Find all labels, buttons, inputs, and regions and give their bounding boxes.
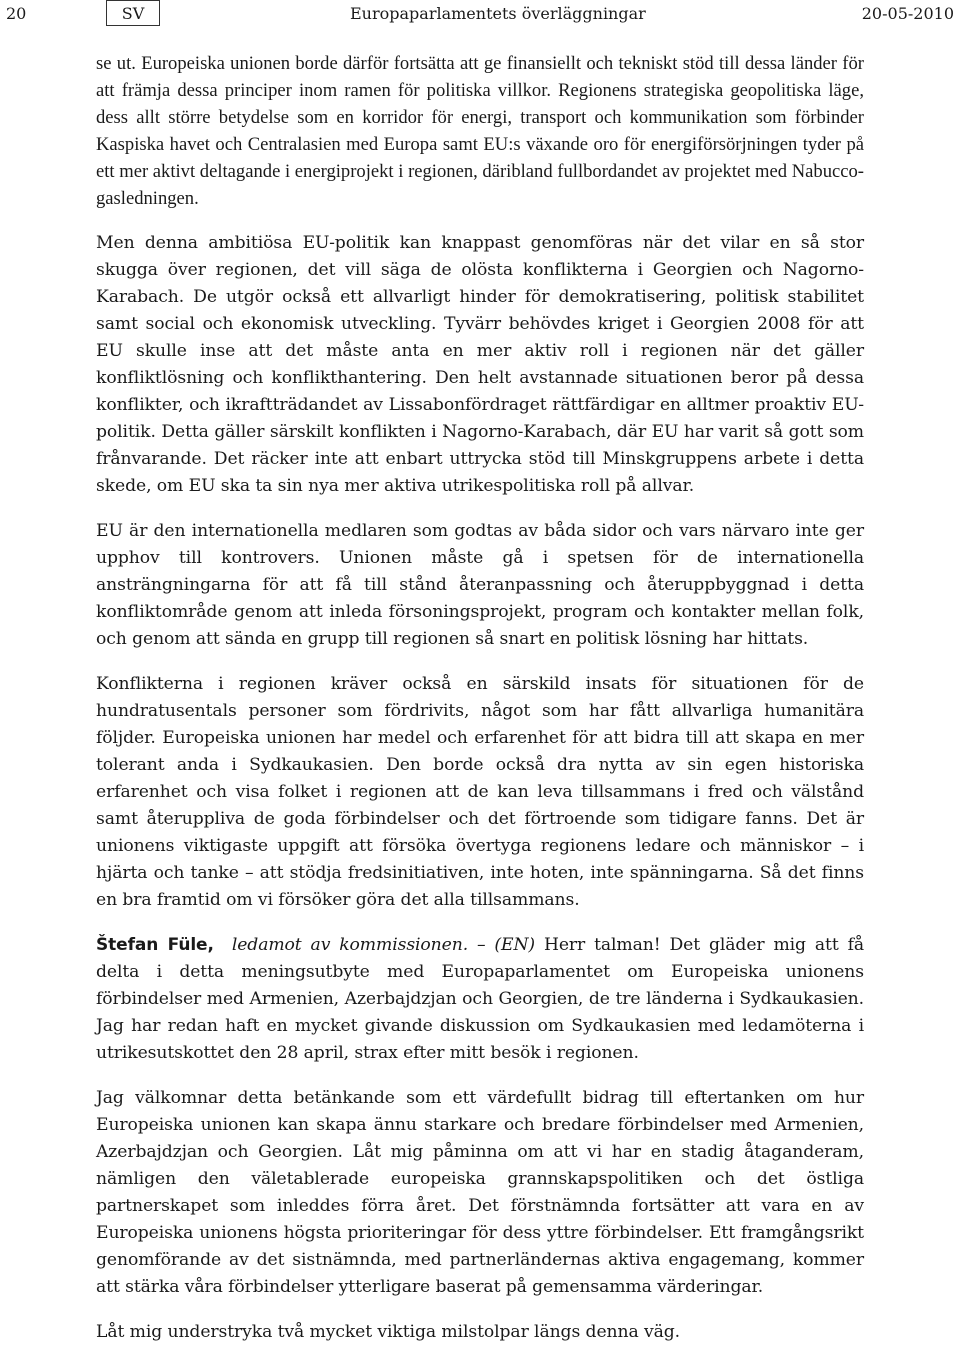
- paragraph: Jag välkomnar detta betänkande som ett värdefullt bidrag till eftertanken om hur Europeiska unionen kan skapa ännu starkare och bredare förbindelser med Armenien, Azerbajdzjan och Georgien. Låt mig påminna om att vi har en stadig åtaganderam, nämligen den väletablerade europeiska grannskapspolitiken och det östliga partnerskapet som inleddes förra året. Det förstnämnda fortsätter att vara en av Europeiska unionens högsta prioriteringar för dess yttre förbindelser. Ett framgångsrikt genomförande av det sistnämnda, med partnerländernas aktiva engagemang, kommer att stärka våra förbindelser ytterligare baserat på gemensamma värderingar.: [96, 1088, 864, 1297]
- paragraph: Konflikterna i regionen kräver också en särskild insats för situationen för de hundratusentals personer som fördrivits, något som har fått allvarliga humanitära följder. Europeiska unionen har medel och erfarenhet för att bidra till att skapa en mer tolerant anda i Sydkaukasien. Den borde också dra nytta av sin egen historiska erfarenhet och visa folket i regionen att de kan leva tillsammans i fred och välstånd samt återuppliva de goda förbindelser och det förtroende som tidigare fanns. Det är unionens viktigaste uppgift att försöka övertyga regionens ledare och människor – i hjärta och tanke – att stödja fredsinitiativen, inte hoten, inte spänningarna. Så det finns en bra framtid om vi försöker göra det alla tillsammans.: [96, 674, 864, 910]
- paragraph: Låt mig understryka två mycket viktiga milstolpar längs denna väg.: [96, 1322, 680, 1342]
- language-badge: SV: [106, 0, 160, 26]
- paragraph: EU är den internationella medlaren som godtas av båda sidor och vars närvaro inte ger upphov till kontrovers. Unionen måste gå i spetsen för de internationella ansträngningarna för att få till stånd återanpassning och återuppbyggnad i detta konfliktområde genom att inleda försoningsprojekt, program och kontakter mellan folk, och genom att sända en grupp till regionen så snart en politisk lösning har hittats.: [96, 521, 864, 649]
- page-header: [0, 0, 960, 30]
- document-date: 20-05-2010: [861, 4, 954, 23]
- document-body: [96, 50, 864, 1364]
- speaker-role: ledamot av kommissionen. – (EN): [231, 935, 536, 955]
- page-number: 20: [6, 4, 27, 23]
- speaker-name: Štefan Füle,: [96, 935, 214, 955]
- document-title: Europaparlamentets överläggningar: [350, 4, 646, 23]
- speech-opening: [96, 932, 864, 1067]
- speech-text: Herr talman! Det gläder mig att få delta i detta meningsutbyte med Europaparlamentet om Europeiska unionens förbindelser med Armenien, Azerbajdzjan och Georgien, de tre länderna i Sydkaukasien. Jag har redan haft en mycket givande diskussion om Sydkaukasien med ledamöterna i utrikesutskottet den 28 april, strax efter mitt besök i regionen.: [96, 935, 864, 1063]
- paragraph: Men denna ambitiösa EU-politik kan knappast genomföras när det vilar en så stor skugga över regionen, det vill säga de olösta konflikterna i Georgien och Nagorno-Karabach. De utgör också ett allvarligt hinder för demokratisering, politisk stabilitet samt social och ekonomisk utveckling. Tyvärr behövdes kriget i Georgien 2008 för att EU skulle inse att det måste anta en mer aktiv roll i regionen när det gäller konfliktlösning och konflikthantering. Den helt avstannade situationen beror på dessa konflikter, och ikraftträdandet av Lissabonfördraget rättfärdigar en alltmer proaktiv EU-politik. Detta gäller särskilt konflikten i Nagorno-Karabach, där EU har varit så gott som frånvarande. Det räcker inte att enbart uttrycka stöd till Minskgruppens arbete i detta skede, om EU ska ta sin nya mer aktiva utrikespolitiska roll på allvar.: [96, 233, 864, 496]
- paragraph: se ut. Europeiska unionen borde därför fortsätta att ge finansiellt och tekniskt stöd till dessa länder för att främja dessa principer inom ramen för politiska villkor. Regionens strategiska geopolitiska läge, dess allt större betydelse som en korridor för energi, transport och kommunikation som förbinder Kaspiska havet och Centralasien med Europa samt EU:s växande oro för energiförsörjningen tyder på ett mer aktivt deltagande i energiprojekt i regionen, däribland fullbordandet av projektet med Nabucco-gasledningen.: [96, 53, 864, 209]
